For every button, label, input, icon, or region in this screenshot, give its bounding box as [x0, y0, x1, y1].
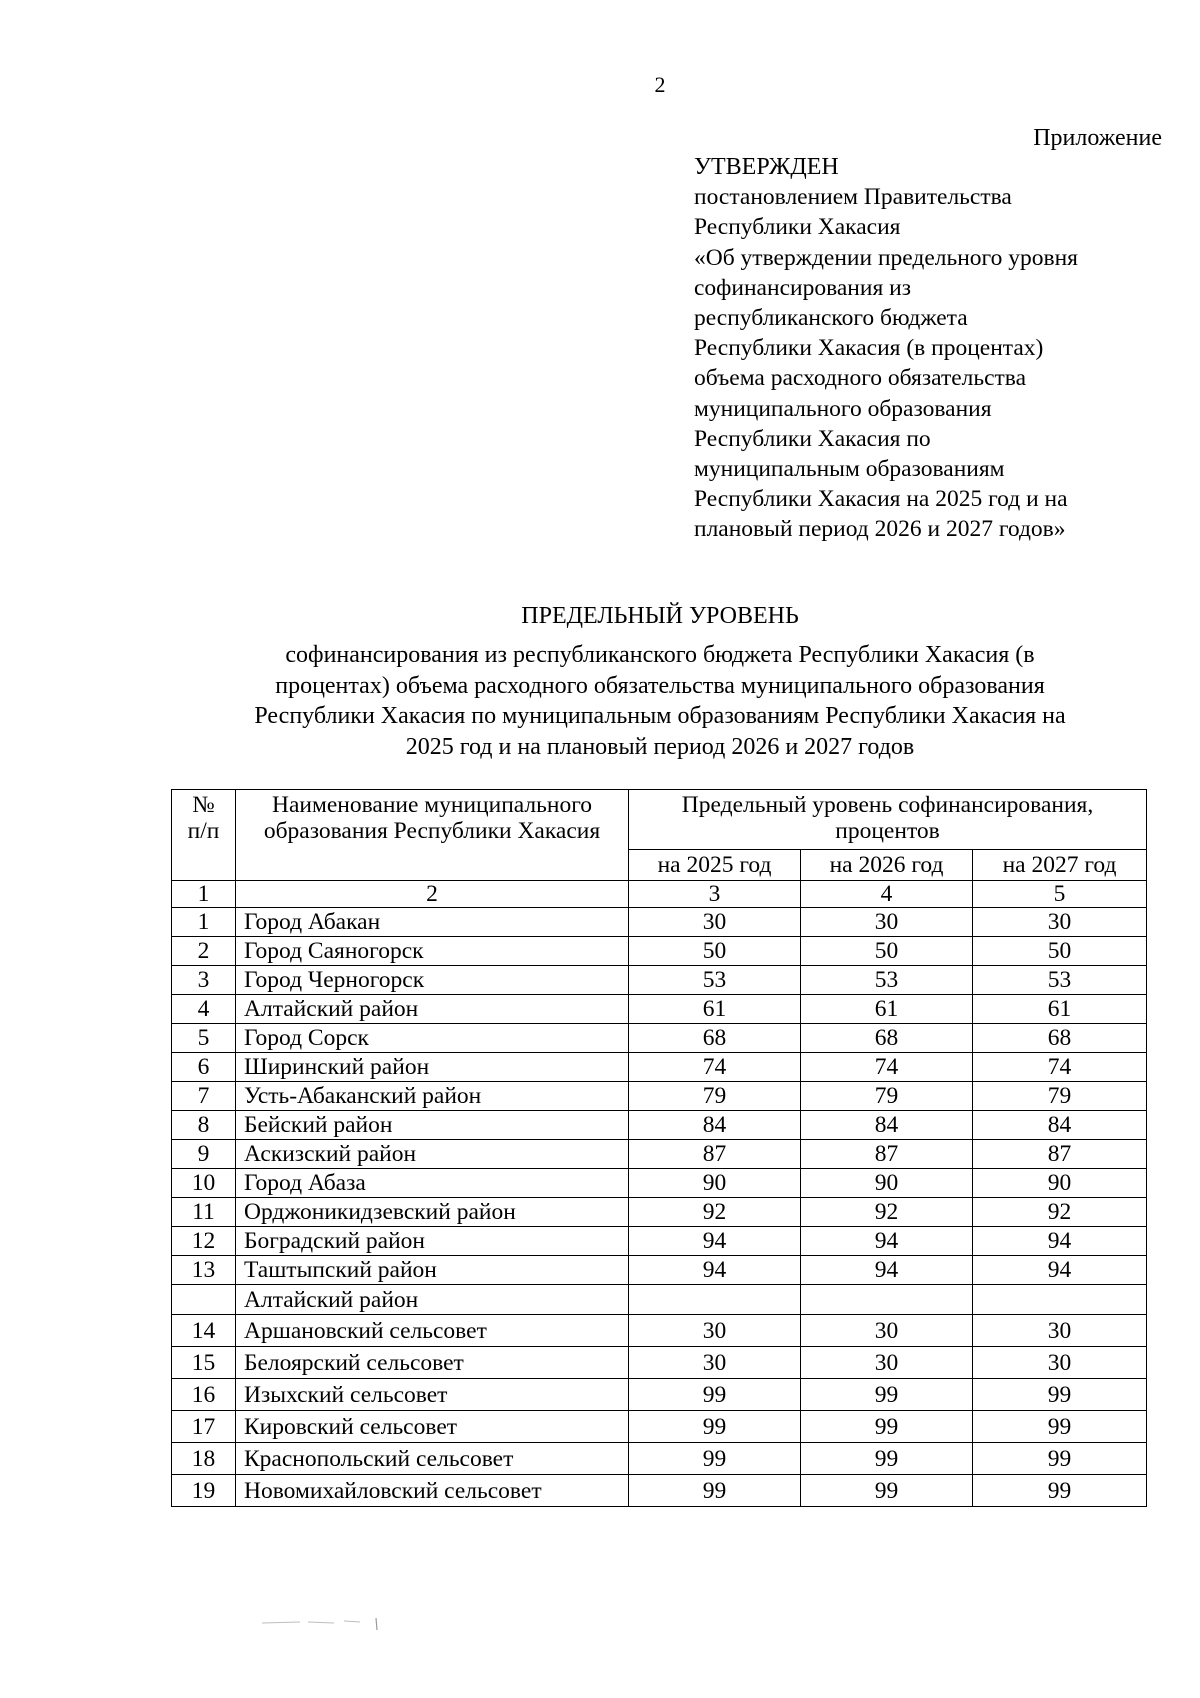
- value-2027: 61: [973, 995, 1147, 1024]
- value-2026: 53: [801, 966, 973, 995]
- column-number: 2: [236, 881, 629, 908]
- value-2026: 99: [801, 1411, 973, 1443]
- value-2025: 61: [629, 995, 801, 1024]
- value-2027: 94: [973, 1227, 1147, 1256]
- table-row: [172, 1379, 1147, 1411]
- row-number: 7: [172, 1082, 236, 1111]
- value-2025: 99: [629, 1411, 801, 1443]
- municipality-name: Орджоникидзевский район: [236, 1198, 629, 1227]
- value-2025: 84: [629, 1111, 801, 1140]
- value-2026: 61: [801, 995, 973, 1024]
- row-number: 8: [172, 1111, 236, 1140]
- municipality-name: Аршановский сельсовет: [236, 1315, 629, 1347]
- approval-line: Республики Хакасия по: [694, 425, 931, 452]
- municipality-name: Алтайский район: [236, 995, 629, 1024]
- value-2027: 99: [973, 1443, 1147, 1475]
- approval-line: Республики Хакасия (в процентах): [694, 335, 1044, 362]
- row-number: 9: [172, 1140, 236, 1169]
- table-row: [172, 1475, 1147, 1507]
- table-row: [172, 1053, 1147, 1082]
- municipality-name: Краснопольский сельсовет: [236, 1443, 629, 1475]
- value-2025: 74: [629, 1053, 801, 1082]
- value-2027: 50: [973, 937, 1147, 966]
- row-number: 15: [172, 1347, 236, 1379]
- value-2026: 79: [801, 1082, 973, 1111]
- municipality-name: Город Абаза: [236, 1169, 629, 1198]
- approved-word: УТВЕРЖДЕН: [694, 154, 839, 180]
- section-header-row: [172, 1285, 1147, 1315]
- row-number: 6: [172, 1053, 236, 1082]
- row-number: 14: [172, 1315, 236, 1347]
- column-number: 1: [172, 881, 236, 908]
- header-year-2027: на 2027 год: [973, 850, 1147, 881]
- value-2025: 87: [629, 1140, 801, 1169]
- municipality-name: Новомихайловский сельсовет: [236, 1475, 629, 1507]
- value-2026: 30: [801, 1315, 973, 1347]
- row-number: 4: [172, 995, 236, 1024]
- approval-line: «Об утверждении предельного уровня: [694, 244, 1078, 271]
- row-number: 16: [172, 1379, 236, 1411]
- value-2027: 84: [973, 1111, 1147, 1140]
- value-2025: 90: [629, 1169, 801, 1198]
- value-2025: 53: [629, 966, 801, 995]
- value-2026: 99: [801, 1475, 973, 1507]
- value-2026: 30: [801, 908, 973, 937]
- approval-line: Республики Хакасия на 2025 год и на: [694, 486, 1068, 513]
- table-row: [172, 966, 1147, 995]
- table-row: [172, 995, 1147, 1024]
- row-number: 18: [172, 1443, 236, 1475]
- value-2026: 92: [801, 1198, 973, 1227]
- value-2025: 94: [629, 1256, 801, 1285]
- column-number: 5: [973, 881, 1147, 908]
- header-name: Наименование муниципального образования Республики Хакасия: [236, 790, 629, 881]
- municipality-name: Город Сорск: [236, 1024, 629, 1053]
- value-2025: 30: [629, 1315, 801, 1347]
- row-number: 19: [172, 1475, 236, 1507]
- section-empty-cell: [172, 1285, 236, 1315]
- table-row: [172, 1198, 1147, 1227]
- approval-block: [694, 152, 1174, 545]
- value-2027: 92: [973, 1198, 1147, 1227]
- value-2027: 90: [973, 1169, 1147, 1198]
- value-2026: 94: [801, 1227, 973, 1256]
- value-2027: 79: [973, 1082, 1147, 1111]
- subtitle-line: 2025 год и на плановый период 2026 и 2027 годов: [405, 733, 915, 760]
- municipality-name: Город Саяногорск: [236, 937, 629, 966]
- municipality-name: Аскизский район: [236, 1140, 629, 1169]
- section-title: Алтайский район: [236, 1285, 629, 1315]
- value-2027: 99: [973, 1379, 1147, 1411]
- value-2026: 94: [801, 1256, 973, 1285]
- value-2025: 30: [629, 908, 801, 937]
- approval-line: плановый период 2026 и 2027 годов»: [694, 516, 1066, 543]
- value-2026: 74: [801, 1053, 973, 1082]
- row-number: 13: [172, 1256, 236, 1285]
- row-number: 5: [172, 1024, 236, 1053]
- value-2025: 50: [629, 937, 801, 966]
- value-2025: 30: [629, 1347, 801, 1379]
- section-empty-cell: [629, 1285, 801, 1315]
- municipality-name: Ширинский район: [236, 1053, 629, 1082]
- value-2027: 99: [973, 1411, 1147, 1443]
- value-2025: 99: [629, 1379, 801, 1411]
- municipality-name: Бейский район: [236, 1111, 629, 1140]
- table-row: [172, 1347, 1147, 1379]
- value-2026: 87: [801, 1140, 973, 1169]
- table-row: [172, 1443, 1147, 1475]
- row-number: 3: [172, 966, 236, 995]
- table-row: [172, 1227, 1147, 1256]
- value-2027: 74: [973, 1053, 1147, 1082]
- value-2025: 92: [629, 1198, 801, 1227]
- header-level: Предельный уровень софинансирования, процентов: [629, 790, 1147, 850]
- table-row: [172, 1411, 1147, 1443]
- value-2026: 30: [801, 1347, 973, 1379]
- municipality-name: Кировский сельсовет: [236, 1411, 629, 1443]
- cofinancing-table: [171, 789, 1147, 1507]
- document-title: ПРЕДЕЛЬНЫЙ УРОВЕНЬ: [521, 603, 799, 629]
- subtitle-line: Республики Хакасия по муниципальным образованиям Республики Хакасия на: [254, 703, 1066, 729]
- value-2026: 99: [801, 1379, 973, 1411]
- approval-line: муниципальным образованиям: [694, 456, 1005, 483]
- value-2026: 84: [801, 1111, 973, 1140]
- value-2025: 99: [629, 1443, 801, 1475]
- document-subtitle: [170, 640, 1150, 762]
- municipality-name: Изыхский сельсовет: [236, 1379, 629, 1411]
- table-row: [172, 1082, 1147, 1111]
- approval-line: постановлением Правительства: [694, 184, 1012, 211]
- municipality-name: Белоярский сельсовет: [236, 1347, 629, 1379]
- row-number: 11: [172, 1198, 236, 1227]
- header-num: № п/п: [172, 790, 236, 881]
- page-number: 2: [654, 72, 666, 97]
- approval-line: объема расходного обязательства: [694, 365, 1027, 392]
- column-number: 4: [801, 881, 973, 908]
- row-number: 10: [172, 1169, 236, 1198]
- municipality-name: Город Абакан: [236, 908, 629, 937]
- scan-artifact: [260, 1614, 390, 1632]
- table-row: [172, 937, 1147, 966]
- value-2027: 30: [973, 1347, 1147, 1379]
- value-2027: 30: [973, 1315, 1147, 1347]
- row-number: 17: [172, 1411, 236, 1443]
- value-2027: 30: [973, 908, 1147, 937]
- table-row: [172, 1111, 1147, 1140]
- value-2026: 99: [801, 1443, 973, 1475]
- row-number: 1: [172, 908, 236, 937]
- municipality-name: Город Черногорск: [236, 966, 629, 995]
- value-2027: 53: [973, 966, 1147, 995]
- row-number: 12: [172, 1227, 236, 1256]
- approval-line: Республики Хакасия: [694, 214, 901, 241]
- column-number-row: [172, 881, 1147, 908]
- value-2027: 99: [973, 1475, 1147, 1507]
- value-2026: 90: [801, 1169, 973, 1198]
- table-row: [172, 1024, 1147, 1053]
- municipality-name: Боградский район: [236, 1227, 629, 1256]
- subtitle-line: софинансирования из республиканского бюджета Республики Хакасия (в: [285, 642, 1035, 668]
- header-year-2025: на 2025 год: [629, 850, 801, 881]
- municipality-name: Таштыпский район: [236, 1256, 629, 1285]
- approval-line: муниципального образования: [694, 395, 992, 422]
- value-2027: 94: [973, 1256, 1147, 1285]
- municipality-name: Усть-Абаканский район: [236, 1082, 629, 1111]
- value-2025: 94: [629, 1227, 801, 1256]
- table-row: [172, 1140, 1147, 1169]
- value-2027: 87: [973, 1140, 1147, 1169]
- section-empty-cell: [801, 1285, 973, 1315]
- subtitle-line: процентах) объема расходного обязательства муниципального образования: [275, 672, 1045, 699]
- value-2027: 68: [973, 1024, 1147, 1053]
- value-2025: 99: [629, 1475, 801, 1507]
- value-2026: 50: [801, 937, 973, 966]
- header-year-2026: на 2026 год: [801, 850, 973, 881]
- table-row: [172, 1315, 1147, 1347]
- value-2026: 68: [801, 1024, 973, 1053]
- table-row: [172, 1169, 1147, 1198]
- column-number: 3: [629, 881, 801, 908]
- section-empty-cell: [973, 1285, 1147, 1315]
- annex-label: Приложение: [1033, 125, 1162, 151]
- table-row: [172, 908, 1147, 937]
- value-2025: 79: [629, 1082, 801, 1111]
- approval-line: софинансирования из: [694, 274, 911, 301]
- value-2025: 68: [629, 1024, 801, 1053]
- approval-line: республиканского бюджета: [694, 305, 968, 332]
- row-number: 2: [172, 937, 236, 966]
- table-row: [172, 1256, 1147, 1285]
